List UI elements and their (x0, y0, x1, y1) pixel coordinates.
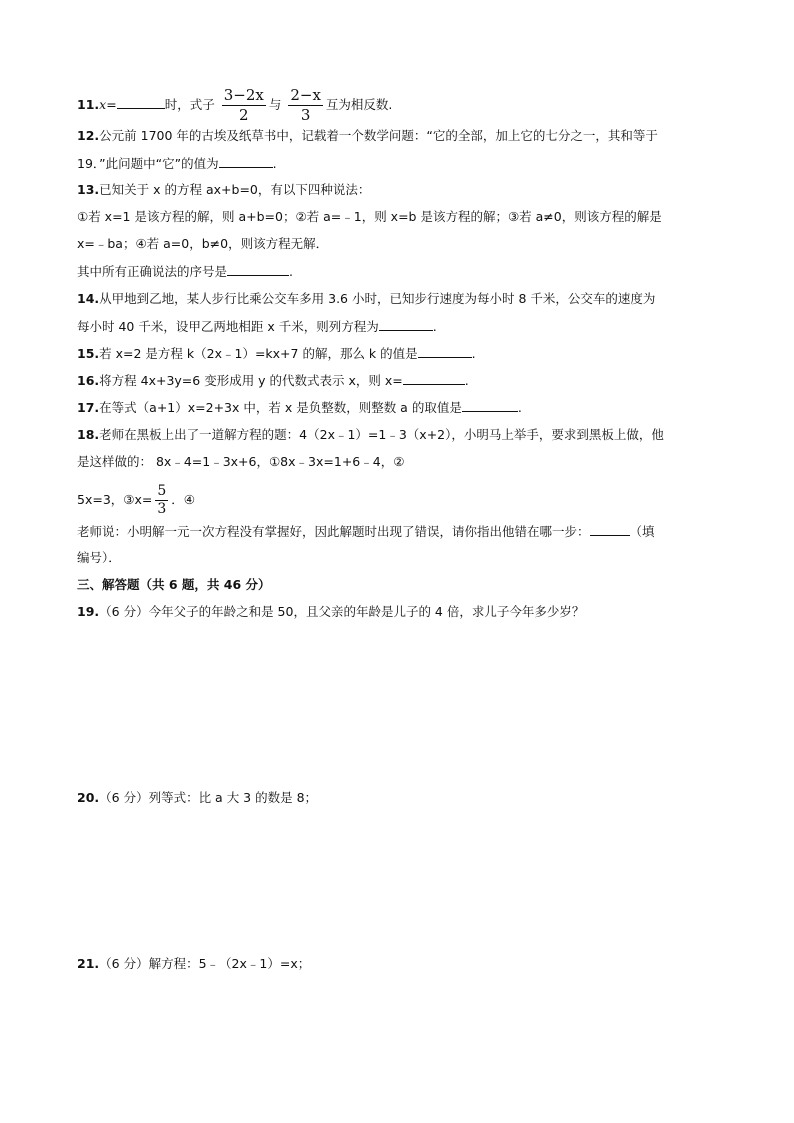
question-14-line-1 (77, 290, 655, 308)
question-text: 已知关于 x 的方程 ax+b=0，有以下四种说法： (99, 182, 371, 197)
question-13-line-4 (77, 262, 293, 281)
question-text: 公元前 1700 年的古埃及纸草书中，记载着一个数学问题：“它的全部，加上它的七分之一，其和等于 (99, 128, 658, 143)
fraction-numerator: 3−2x (223, 86, 264, 104)
question-13-line-3 (77, 235, 328, 253)
question-17 (77, 398, 522, 417)
question-text: 19．”此问题中“它”的值为 (77, 156, 219, 171)
question-text: 5x=3，③x= (77, 492, 153, 507)
question-number: 12. (77, 128, 100, 143)
question-13-line-1 (77, 181, 370, 199)
question-12-line-1 (77, 127, 658, 145)
question-number: 14. (77, 291, 100, 306)
question-14-line-2 (77, 317, 437, 336)
question-12-line-2 (77, 154, 277, 173)
question-text: ．④ (171, 492, 195, 507)
question-text: . (432, 319, 437, 334)
question-text: 从甲地到乙地，某人步行比乘公交车多用 3.6 小时，已知步行速度为每小时 8 千米，公交车的速度为 (99, 291, 656, 306)
answer-blank[interactable] (117, 95, 165, 109)
question-18-line-1 (77, 426, 664, 444)
question-19 (77, 603, 584, 621)
answer-blank[interactable] (403, 371, 465, 385)
answer-blank[interactable] (418, 344, 472, 358)
answer-blank[interactable] (379, 317, 433, 331)
question-text: x=﹣ba；④若 a=0，b≠0，则该方程无解． (77, 236, 329, 251)
question-text: 与 (268, 97, 282, 112)
fraction-denominator: 2 (238, 106, 249, 124)
question-15 (77, 344, 476, 363)
question-16 (77, 371, 469, 390)
question-text: . (464, 373, 469, 388)
question-number: 20. (77, 790, 100, 805)
question-text: ①若 x=1 是该方程的解，则 a+b=0；②若 a=﹣1，则 x=b 是该方程的解；③若 a≠0，则该方程的解是 (77, 209, 662, 224)
fraction-2 (288, 86, 323, 125)
fraction-numerator: 5 (157, 483, 167, 499)
question-number: 18. (77, 427, 100, 442)
question-11 (77, 86, 392, 125)
question-number: 16. (77, 373, 100, 388)
question-text: 时，式子 (164, 97, 215, 112)
fraction-numerator: 2−x (290, 86, 321, 104)
answer-blank[interactable] (219, 154, 273, 168)
question-text: （填 (629, 524, 655, 539)
question-text: 每小时 40 千米，设甲乙两地相距 x 千米，则列方程为 (77, 319, 379, 334)
answer-blank[interactable] (590, 522, 630, 536)
question-text: 老师说：小明解一元一次方程没有掌握好，因此解题时出现了错误，请你指出他错在哪一步： (77, 524, 590, 539)
answer-blank[interactable] (227, 262, 289, 276)
question-text: 是这样做的： 8x﹣4=1﹣3x+6，①8x﹣3x=1+6﹣4，② (77, 454, 405, 469)
question-text: 老师在黑板上出了一道解方程的题：4（2x﹣1）=1﹣3（x+2），小明马上举手，要求到黑板上做，他 (99, 427, 664, 442)
question-text: （6 分）列等式：比 a 大 3 的数是 8； (99, 790, 318, 805)
question-number: 11. (77, 97, 100, 112)
question-text: . (517, 400, 522, 415)
equals-sign: = (106, 97, 117, 112)
question-text: 其中所有正确说法的序号是 (77, 264, 228, 279)
question-text: . (289, 264, 293, 279)
question-18-line-4 (77, 522, 655, 541)
question-text: （6 分）解方程：5﹣（2x﹣1）=x； (99, 956, 311, 971)
question-number: 13. (77, 182, 100, 197)
question-20 (77, 789, 317, 807)
fraction-1 (222, 86, 266, 125)
question-number: 19. (77, 604, 100, 619)
question-text: （6 分）今年父子的年龄之和是 50，且父亲的年龄是儿子的 4 倍，求儿子今年多少岁？ (99, 604, 585, 619)
question-18-line-5 (77, 549, 121, 567)
question-text: . (471, 346, 476, 361)
fraction-denominator: 3 (300, 106, 311, 124)
question-18-line-3 (77, 483, 195, 518)
question-text: 若 x=2 是方程 k（2x﹣1）=kx+7 的解，那么 k 的值是 (99, 346, 418, 361)
question-13-line-2 (77, 208, 662, 226)
question-18-line-2 (77, 453, 404, 471)
fraction-five-thirds (155, 483, 168, 518)
question-text: 编号）． (77, 550, 121, 565)
question-text: 互为相反数. (325, 97, 393, 112)
question-21 (77, 955, 310, 973)
question-text: 将方程 4x+3y=6 变形成用 y 的代数式表示 x，则 x= (99, 373, 403, 388)
question-number: 21. (77, 956, 100, 971)
fraction-denominator: 3 (157, 501, 167, 517)
answer-blank[interactable] (462, 398, 518, 412)
question-text: . (272, 156, 277, 171)
question-number: 15. (77, 346, 100, 361)
question-number: 17. (77, 400, 100, 415)
variable-x: x (99, 97, 107, 112)
question-text: 在等式（a+1）x=2+3x 中，若 x 是负整数，则整数 a 的取值是 (99, 400, 462, 415)
section-title: 三、解答题（共 6 题，共 46 分） (77, 577, 271, 592)
